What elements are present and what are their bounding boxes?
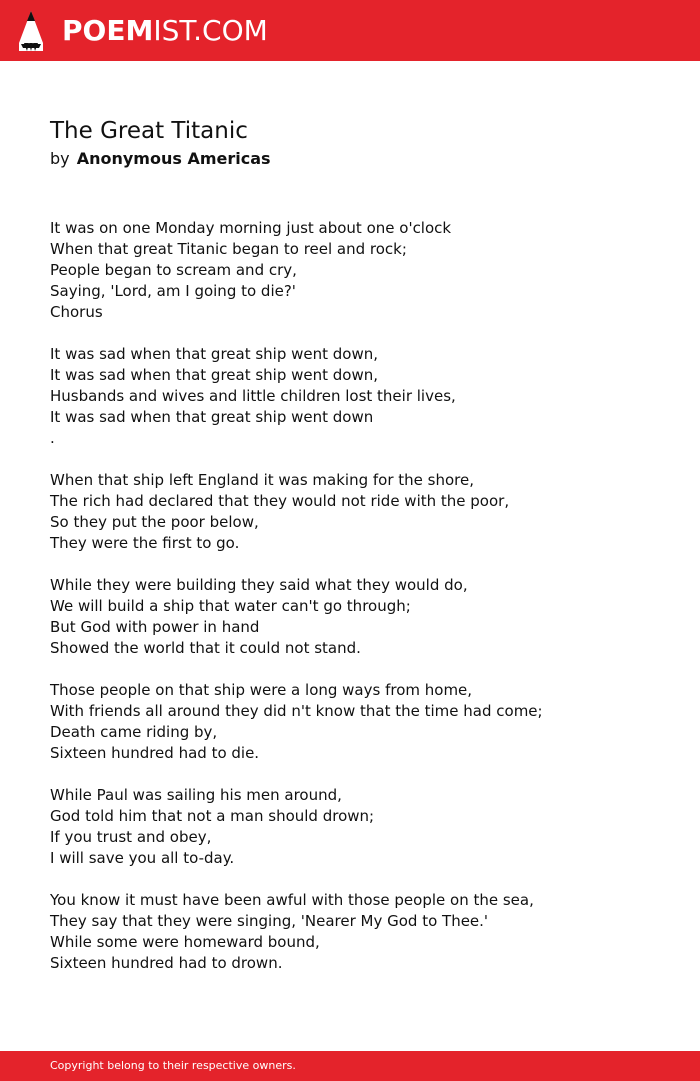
poem-line: Husbands and wives and little children lost their lives, [50, 387, 456, 405]
poem-stanza [50, 680, 660, 764]
poem-line: Showed the world that it could not stand. [50, 639, 361, 657]
site-logo[interactable] [17, 9, 268, 53]
poem-line: It was sad when that great ship went down [50, 408, 374, 426]
poem-line: Those people on that ship were a long ways from home, [50, 681, 473, 699]
poem-stanza [50, 344, 660, 449]
poem-line: If you trust and obey, [50, 828, 212, 846]
byline-prefix: by [50, 149, 70, 168]
poem-line: . [50, 429, 55, 447]
site-logo-text [62, 9, 268, 53]
poem-title: The Great Titanic [50, 118, 248, 144]
poem-stanza [50, 218, 660, 323]
copyright-text: Copyright belong to their respective owners. [50, 1059, 296, 1072]
poem-stanza [50, 785, 660, 869]
poem-line: It was sad when that great ship went down, [50, 366, 379, 384]
poem-author: Anonymous Americas [76, 149, 271, 168]
poem-line: We will build a ship that water can't go through; [50, 597, 411, 615]
poem-line: It was on one Monday morning just about one o'clock [50, 219, 452, 237]
poem-line: I will save you all to-day. [50, 849, 235, 867]
poem-line: When that great Titanic began to reel and rock; [50, 240, 407, 258]
poem-line: The rich had declared that they would not ride with the poor, [50, 492, 510, 510]
poem-line: It was sad when that great ship went down, [50, 345, 379, 363]
poem-line: Sixteen hundred had to drown. [50, 954, 283, 972]
poem-line: You know it must have been awful with those people on the sea, [50, 891, 534, 909]
logo-light-text: IST.COM [153, 14, 268, 47]
poem-stanza [50, 470, 660, 554]
site-header [0, 0, 700, 61]
poem-byline [50, 149, 660, 169]
poem-stanza [50, 890, 660, 974]
poem-line: Saying, 'Lord, am I going to die?' [50, 282, 296, 300]
poem-line: People began to scream and cry, [50, 261, 297, 279]
poem-line: Death came riding by, [50, 723, 218, 741]
poem-line: While they were building they said what they would do, [50, 576, 468, 594]
poem-line: With friends all around they did n't know that the time had come; [50, 702, 543, 720]
logo-bold-text: POEM [62, 14, 154, 47]
poem-line: When that ship left England it was making for the shore, [50, 471, 474, 489]
poem-line: While some were homeward bound, [50, 933, 320, 951]
poem-line: But God with power in hand [50, 618, 260, 636]
site-footer [0, 1051, 700, 1081]
poem-body [50, 218, 660, 974]
poem-line: Chorus [50, 303, 103, 321]
poem-line: They were the first to go. [50, 534, 240, 552]
poem-stanza [50, 575, 660, 659]
pencil-tip-icon [17, 9, 45, 53]
poem-line: Sixteen hundred had to die. [50, 744, 260, 762]
poem-line: They say that they were singing, 'Nearer My God to Thee.' [50, 912, 489, 930]
poem-line: While Paul was sailing his men around, [50, 786, 342, 804]
poem-line: So they put the poor below, [50, 513, 259, 531]
poem-line: God told him that not a man should drown; [50, 807, 375, 825]
poem-content [50, 116, 660, 995]
